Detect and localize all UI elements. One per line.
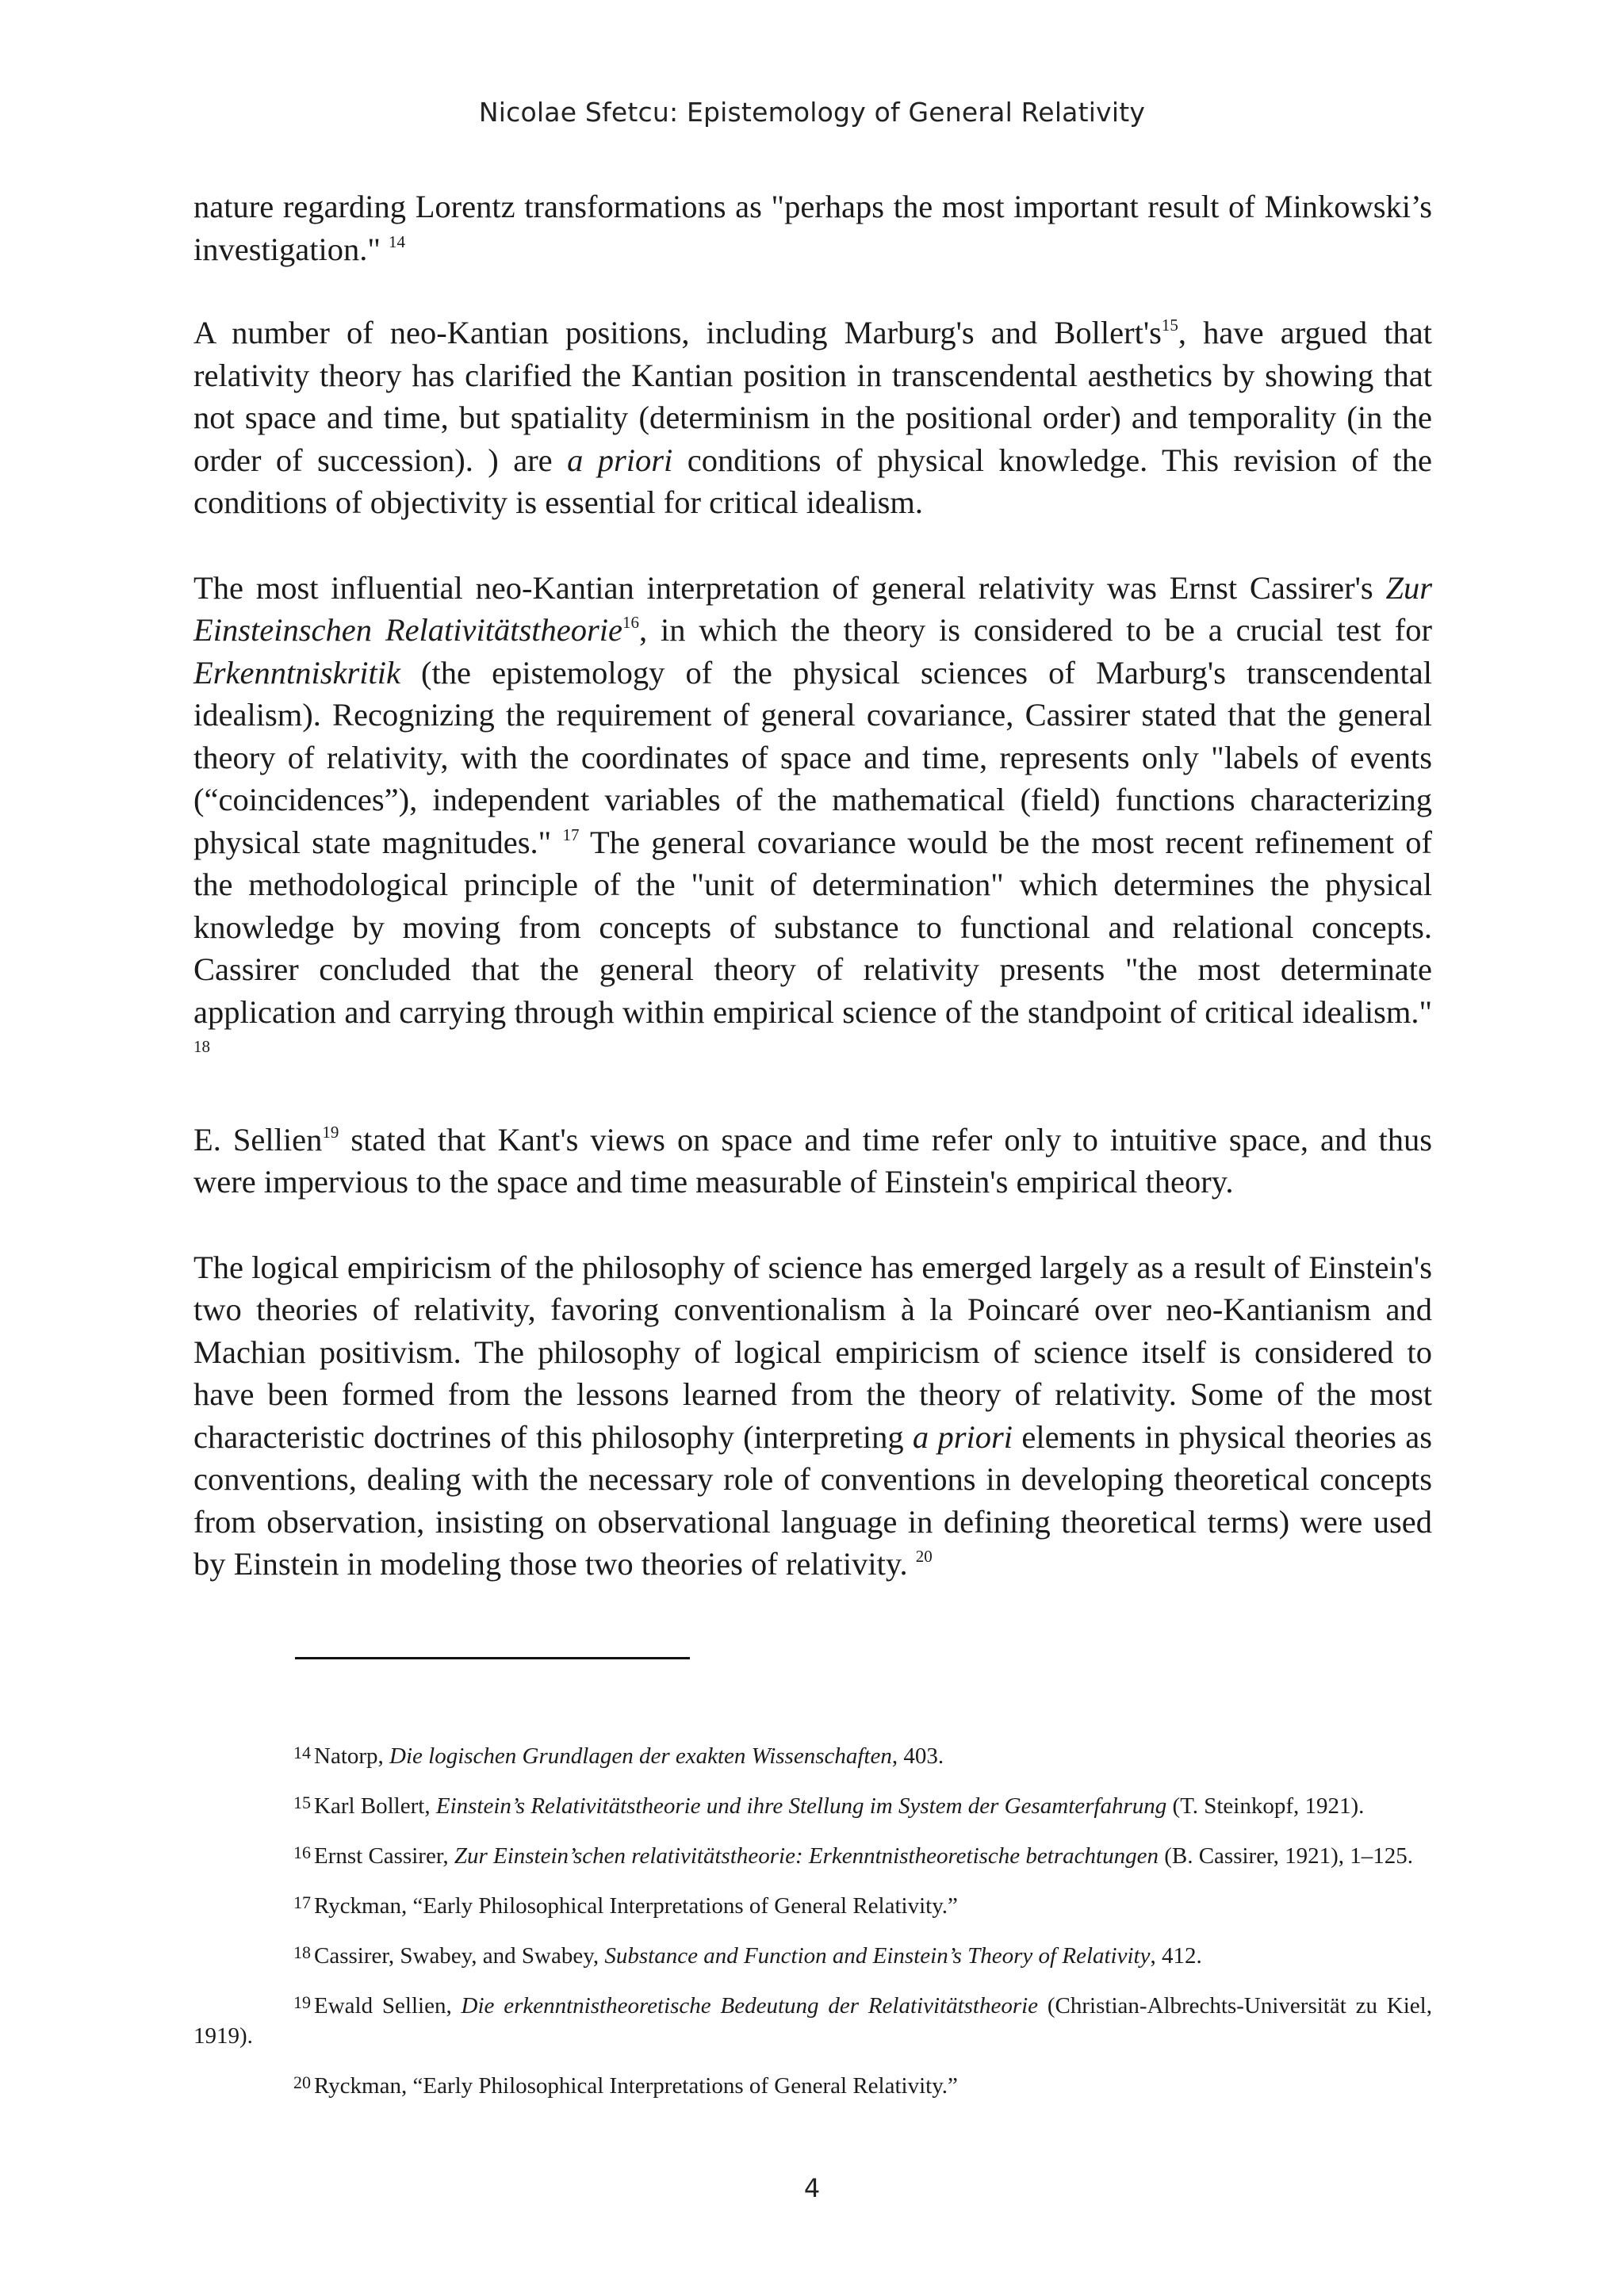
footnote-text-end: , 403.	[891, 1743, 944, 1769]
paragraph-2-text-b: , have argued that relativity theory has clarified the Kantian position in transcendental aesthetics by showing that not space and time, but spatiality (determinism in the positional order) and temporality (in the order of succession). ) are	[193, 315, 1433, 478]
footnote-text: Ernst Cassirer,	[314, 1843, 454, 1869]
paragraph-5-emphasis: a priori	[912, 1418, 1013, 1455]
footnote-number: 20	[293, 2072, 311, 2092]
paragraph-1	[193, 186, 1432, 270]
paragraph-2	[193, 312, 1432, 524]
footnote-number: 18	[293, 1942, 311, 1962]
footnote-separator	[295, 1657, 690, 1659]
footnote-19	[193, 1988, 1432, 2051]
paragraph-5	[193, 1246, 1432, 1586]
footnote-15	[193, 1788, 1432, 1821]
paragraph-3-text-c: (the epistemology of the physical sciences of Marburg's transcendental idealism). Recognizing the requirement of general covariance, Cassirer stated that the general theory of relativity, with the coordinates of space and time, represents only "labels of events (“coincidences”), independent variables of the mathematical (field) functions characterizing physical state magnitudes."	[193, 654, 1432, 860]
footnote-number: 19	[293, 1992, 311, 2012]
footnote-text: Ewald Sellien,	[314, 1993, 462, 2019]
paragraph-3-text-b: , in which the theory is considered to be a crucial test for	[639, 612, 1432, 648]
footnote-title: Zur Einstein’schen relativitätstheorie: Erkenntnistheoretische betrachtungen	[454, 1843, 1159, 1869]
paragraph-3	[193, 567, 1432, 1076]
footnote-title: Die logischen Grundlagen der exakten Wissenschaften	[389, 1743, 892, 1769]
footnote-text-end: (B. Cassirer, 1921), 1–125.	[1158, 1843, 1413, 1869]
footnote-text: Ryckman, “Early Philosophical Interpretations of General Relativity.”	[314, 1893, 958, 1919]
paragraph-2-text-c: conditions of physical knowledge. This revision of the conditions of objectivity is essential for critical idealism.	[193, 442, 1432, 520]
footnote-text: Karl Bollert,	[314, 1793, 436, 1819]
footnote-ref-15[interactable]: 15	[1161, 316, 1178, 335]
paragraph-4-text-b: stated that Kant's views on space and time refer only to intuitive space, and thus were impervious to the space and time measurable of Einstein's empirical theory.	[193, 1121, 1432, 1200]
footnote-text-end: , 412.	[1150, 1943, 1202, 1969]
footnote-ref-18[interactable]: 18	[193, 1037, 210, 1056]
footnote-title: Die erkenntnistheoretische Bedeutung der Relativitätstheorie	[461, 1993, 1039, 2019]
footnote-ref-19[interactable]: 19	[322, 1122, 339, 1142]
paragraph-5-text-a: The logical empiricism of the philosophy of science has emerged largely as a result of Einstein's two theories of relativity, favoring conventionalism à la Poincaré over neo-Kantianism and Machian positivism. The philosophy of logical empiricism of science itself is considered to have been formed from the lessons learned from the theory of relativity. Some of the most characteristic doctrines of this philosophy (interpreting	[193, 1249, 1432, 1455]
footnote-text-end: (T. Steinkopf, 1921).	[1166, 1793, 1365, 1819]
footnote-text: Cassirer, Swabey, and Swabey,	[314, 1943, 605, 1969]
footnote-number: 17	[293, 1892, 311, 1912]
paragraph-3-book-title: Zur Einsteinschen Relativitätstheorie	[193, 569, 1432, 648]
paragraph-4-text-a: E. Sellien	[193, 1121, 323, 1158]
footnote-14	[193, 1738, 1432, 1771]
paragraph-3-text-a: The most influential neo-Kantian interpretation of general relativity was Ernst Cassirer's	[193, 569, 1386, 606]
paragraph-3-term: Erkenntniskritik	[193, 654, 400, 691]
footnote-16	[193, 1838, 1432, 1871]
footnote-text-end: (Christian-Albrechts-Universität zu Kiel, 1919).	[193, 1993, 1432, 2049]
paragraph-5-text-b: elements in physical theories as conventions, dealing with the necessary role of conventions in developing theoretical concepts from observation, insisting on observational language in defining theoretical terms) were used by Einstein in modeling those two theories of relativity.	[193, 1418, 1432, 1582]
footnote-title: Einstein’s Relativitätstheorie und ihre Stellung im System der Gesamterfahrung	[435, 1793, 1167, 1819]
page-number: 4	[803, 2173, 821, 2203]
footnote-18	[193, 1938, 1432, 1971]
footnote-title: Substance and Function and Einstein’s Theory of Relativity	[604, 1943, 1151, 1969]
footnote-20	[193, 2068, 1432, 2101]
paragraph-2-emphasis: a priori	[567, 442, 673, 478]
footnote-number: 16	[293, 1843, 311, 1862]
footnote-17	[193, 1888, 1432, 1921]
footnote-number: 15	[293, 1793, 311, 1812]
main-text	[193, 186, 1432, 1628]
footnote-text: Ryckman, “Early Philosophical Interpretations of General Relativity.”	[314, 2073, 958, 2099]
footnotes	[193, 1738, 1432, 2118]
footnote-number: 14	[293, 1743, 311, 1762]
footnote-ref-20[interactable]: 20	[915, 1547, 933, 1566]
footnote-ref-17[interactable]: 17	[562, 825, 580, 844]
paragraph-2-text-a: A number of neo-Kantian positions, including Marburg's and Bollert's	[193, 315, 1162, 350]
running-header: Nicolae Sfetcu: Epistemology of General Relativity	[478, 97, 1146, 128]
footnote-ref-16[interactable]: 16	[622, 613, 640, 632]
paragraph-3-text-d: The general covariance would be the most recent refinement of the methodological principle of the "unit of determination" which determines the physical knowledge by moving from concepts of substance to functional and relational concepts. Cassirer concluded that the general theory of relativity presents "the most determinate application and carrying through within empirical science of the standpoint of critical idealism."	[193, 824, 1432, 1030]
footnote-ref-14[interactable]: 14	[389, 232, 406, 251]
footnote-text: Natorp,	[314, 1743, 390, 1769]
paragraph-1-text: nature regarding Lorentz transformations as "perhaps the most important result of Minkowski’s investigation."	[193, 189, 1432, 267]
paragraph-4	[193, 1119, 1432, 1203]
